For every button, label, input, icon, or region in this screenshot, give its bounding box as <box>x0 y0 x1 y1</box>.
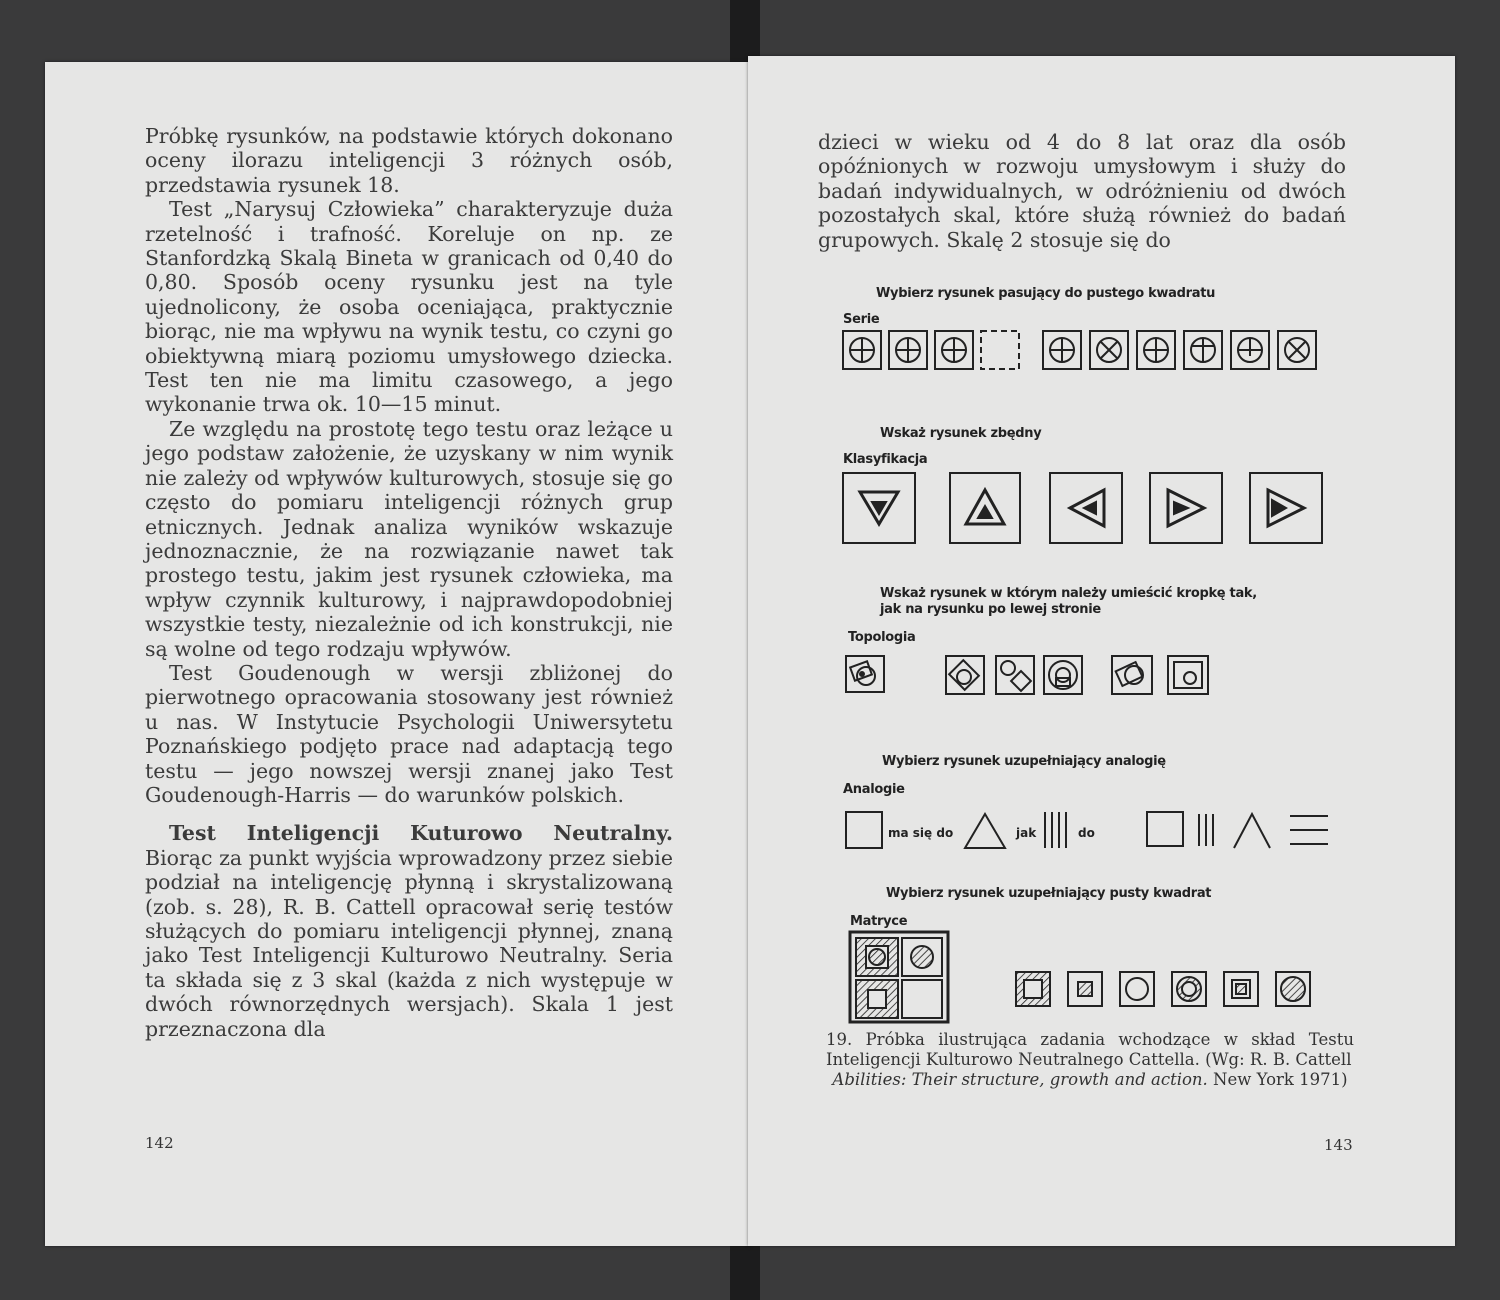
analogy-word-1: ma się do <box>888 826 954 840</box>
matrix-label: Matryce <box>850 914 908 929</box>
matrix-figures <box>838 926 1358 1026</box>
right-page <box>748 56 1455 1246</box>
section-heading: Test Inteligencji Kuturowo Neutralny. <box>169 821 673 846</box>
matrix-instruction: Wybierz rysunek uzupełniający pusty kwadrat <box>886 886 1212 901</box>
series-instruction: Wybierz rysunek pasujący do pustego kwadratu <box>876 286 1216 301</box>
classification-figures <box>838 468 1358 548</box>
caption-line-2 <box>826 1070 1354 1090</box>
analogy-instruction: Wybierz rysunek uzupełniający analogię <box>882 754 1166 769</box>
figure-caption <box>826 1030 1354 1090</box>
topology-instruction-2: jak na rysunku po lewej stronie <box>880 602 1101 617</box>
caption-tail: New York 1971) <box>1213 1070 1348 1089</box>
series-label: Serie <box>843 312 880 327</box>
analogy-word-3: do <box>1078 826 1095 840</box>
page-number-left: 142 <box>145 1134 174 1152</box>
paragraph-5-text: Biorąc za punkt wyjścia wprowadzony przez siebie podział na inteligencję płynną i skrystalizowaną (zob. s. 28), R. B. Cattell opracował serię testów służących do pomiaru inteligencji płynnej, znaną jako Test Inteligencji Kulturowo Neutralny. Seria ta składa się z 3 skal (każda z nich występuje w dwóch równorzędnych wersjach). Skala 1 jest przeznaczona dla <box>145 845 673 1041</box>
right-page-text: dzieci w wieku od 4 do 8 lat oraz dla osób opóźnionych w rozwoju umysłowym i służy do badań indywidualnych, w odróżnieniu od dwóch pozostałych skal, które służą również do badań grupowych. Skalę 2 stosuje się do <box>818 130 1346 252</box>
topology-figures <box>838 648 1358 708</box>
series-figures <box>838 326 1358 386</box>
page-number-right: 143 <box>1324 1136 1353 1154</box>
paragraph-2: Test „Narysuj Człowieka” charakteryzuje duża rzetelność i trafność. Koreluje on np. ze Stanfordzką Skalą Bineta w granicach od 0,40 do 0,80. Sposób oceny rysunku jest na tyle ujednolicony, że osoba oceniająca, praktycznie biorąc, nie ma wpływu na wynik testu, co czyni go obiektywną miarą poziomu umysłowego dziecka. Test ten nie ma limitu czasowego, a jego wykonanie trwa ok. 10—15 minut. <box>145 197 673 417</box>
paragraph-5 <box>145 821 673 1041</box>
topology-label: Topologia <box>848 630 916 645</box>
paragraph-3: Ze względu na prostotę tego testu oraz leżące u jego podstaw założenie, że uzyskany w nim wynik nie zależy od wpływów kulturowych, stosuje się go często do pomiaru inteligencji różnych grup etnicznych. Jednak analiza wyników wskazuje jednoznacznie, że na rozwiązanie nawet tak prostego testu, jakim jest rysunek człowieka, ma wpływ czynnik kulturowy, i najprawdopodobniej wszystkie testy, niezależnie od ich konstrukcji, nie są wolne od tego rodzaju wpływów. <box>145 416 673 661</box>
analogy-label: Analogie <box>843 782 905 797</box>
left-page <box>45 62 750 1246</box>
left-page-text <box>145 124 673 1041</box>
paragraph-4: Test Goudenough w wersji zbliżonej do pierwotnego opracowania stosowany jest również u nas. W Instytucie Psychologii Uniwersytetu Poznańskiego podjęto prace nad adaptacją tego testu — jego nowszej wersji znanej jako Test Goudenough-Harris — do warunków polskich. <box>145 660 673 807</box>
caption-line-1: 19. Próbka ilustrująca zadania wchodzące w skład Testu Inteligencji Kulturowo Neutralnego Cattella. (Wg: R. B. Cattell <box>826 1030 1354 1069</box>
classification-label: Klasyfikacja <box>843 452 928 467</box>
classification-instruction: Wskaż rysunek zbędny <box>880 426 1042 441</box>
paragraph-1: Próbkę rysunków, na podstawie których dokonano oceny ilorazu inteligencji 3 różnych osób, przedstawia rysunek 18. <box>145 124 673 197</box>
topology-instruction-1: Wskaż rysunek w którym należy umieścić kropkę tak, <box>880 586 1257 601</box>
caption-italic: Abilities: Their structure, growth and action. <box>832 1070 1208 1089</box>
analogy-word-2: jak <box>1016 826 1037 840</box>
